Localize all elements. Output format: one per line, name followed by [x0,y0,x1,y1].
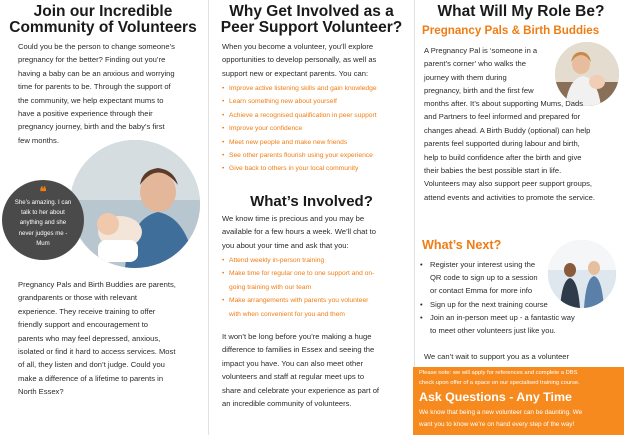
intro-line: pregnancy for the better? Finding out you’re [18,55,166,65]
intro-paragraph [18,40,208,147]
intro-line: have a positive experience through their [18,109,153,119]
commitment-item-continued: with when convenient for you and them [229,310,345,318]
intro-line: few months. [18,135,59,145]
intro-line: Could you be the person to change someone’s [18,42,175,51]
heading-why-get-involved [210,4,413,36]
intro-line: the community, we help expectant mums to [18,95,164,105]
parent-and-baby-illustration [70,140,200,268]
heading-line-1: Join our Incredible [33,3,173,20]
role-line: attend events and activities to promote the service. [424,192,595,202]
closing-line: It won’t be long before you’re making a huge [222,332,372,341]
next-steps-list [418,258,624,337]
heading-line-2: Peer Support Volunteer? [220,19,403,36]
role-line: changes ahead. A Birth Buddy (optional) can help [424,125,591,135]
intro-line: opportunities to develop personally, as well as [222,55,377,65]
heading-line-2: Community of Volunteers [9,19,197,36]
quote-icon: ❝ [39,184,47,199]
quote-line: talk to her about [21,209,65,217]
involved-intro [222,212,414,252]
body-line: make a difference of a lifetime to parents in [18,373,164,383]
body-line: experience. They receive training to offer [18,306,156,316]
why-intro [222,40,414,80]
parent-and-baby-photo [70,140,200,268]
closing-line: volunteers and staff at regular meet ups to [222,372,365,382]
questions-footer-box [413,367,624,435]
role-line: help to build confidence after the birth and give [424,152,582,162]
commitment-item-continued: going training with our team [229,283,312,291]
reassurance-line: want you to know we’re on hand every step of the way! [419,421,575,428]
involved-closing [222,330,414,410]
role-line: journey with them during [424,72,507,82]
quote-attribution: Mum [36,239,50,247]
dbs-note [419,369,580,388]
closing-line: We can’t wait to support you as a volunteer [424,352,570,361]
closing-line: share and celebrate your experience as part of [222,385,380,395]
heading-whats-involved: What’s Involved? [250,193,373,210]
quote-line: never judges me - [18,229,68,237]
reassurance-text [419,407,582,431]
role-description-top [424,44,554,98]
quote-line: She’s amazing. I can [14,199,72,206]
quote-line: anything and she [19,219,67,227]
step-item: • Sign up for the next training course [418,298,624,311]
commitments-list [222,254,414,321]
step-item-continued: QR code to sign up to a session [430,273,538,283]
column-join-community [0,0,206,435]
body-line: of all, they listen and don’t judge. Could you [18,360,165,370]
commitment-item: • Attend weekly in-person training [222,254,414,267]
role-line: A Pregnancy Pal is ‘someone in a [424,46,538,55]
step-item-continued: or contact Emma for more info [430,286,533,296]
intro-line: support new or expectant parents. You can: [222,68,369,78]
heading-join-community [0,4,206,36]
benefit-item: • See other parents flourish using your experience [222,149,414,162]
role-line: Volunteers may also support peer support groups, [424,179,593,189]
intro-line: time for parents to be. Through the support of [18,82,171,92]
column-why-get-involved [210,0,413,435]
body-line: grandparents or those with relevant [18,293,138,303]
role-line: months after. It’s about supporting Mums, Dads [424,99,583,108]
benefit-item: • Achieve a recognised qualification in peer support [222,109,414,122]
heading-whats-next: What’s Next? [422,238,502,252]
ask-questions-heading: Ask Questions - Any Time [419,390,572,404]
heading-line-1: Why Get Involved as a [229,3,394,20]
intro-line: you about your time and ask that you: [222,240,349,250]
role-line: and Partners to feel informed and prepared for [424,112,581,122]
role-line: parents feel supported during labour and birth, [424,139,580,149]
intro-line: We know time is precious and you may be [222,214,365,223]
benefit-item: • Learn something new about yourself [222,95,414,108]
column-divider [208,0,209,435]
body-line: isolated or find it hard to access services. Most [18,347,176,357]
testimonial-speech-bubble [2,180,84,260]
commitment-item: • Make arrangements with parents you volunteer [222,294,414,307]
reassurance-line: We know that being a new volunteer can be daunting. We [419,409,583,416]
closing-line: impact you have. You can also meet other [222,358,363,368]
step-item: • Join an in-person meet up - a fantastic way [418,311,624,324]
intro-line: When you become a volunteer, you’ll explore [222,42,374,51]
role-line: their babies the best possible start in life. [424,166,562,176]
role-line: parent’s corner’ who walks the [424,59,527,69]
dbs-note-line: check upon offer of a space on our specialised training course. [419,379,580,386]
benefit-item: • Give back to others in your local community [222,162,414,175]
benefit-item: • Improve active listening skills and gain knowledge [222,82,414,95]
body-line: friendly support and encouragement to [18,320,149,330]
dbs-note-line: Please note: we will apply for references and complete a DBS [419,370,578,376]
role-description [424,97,624,204]
commitment-item: • Make time for regular one to one support and on- [222,267,414,280]
intro-line: having a baby can be an anxious and worrying [18,68,175,78]
body-line: Pregnancy Pals and Birth Buddies are parents, [18,280,176,289]
closing-line: an incredible community of volunteers. [222,399,352,409]
benefits-list [222,82,414,176]
benefit-item: • Improve your confidence [222,122,414,135]
benefit-item: • Meet new people and make new friends [222,136,414,149]
body-paragraph [18,278,208,399]
subheading-pregnancy-pals: Pregnancy Pals & Birth Buddies [422,24,600,37]
body-line: North Essex? [18,387,64,397]
step-item: • Register your interest using the [418,258,624,271]
body-line: parents who may feel depressed, anxious, [18,333,161,343]
role-line: pregnancy, birth and the first few [424,86,534,96]
intro-line: pregnancy journey, birth and the baby’s first [18,122,165,132]
step-item-continued: to meet other volunteers just like you. [430,326,556,336]
closing-line: difference to families in Essex and seeing the [222,345,375,355]
heading-what-will-my-role-be: What Will My Role Be? [437,3,605,20]
intro-line: available for a few hours a week. We’ll chat to [222,227,376,237]
